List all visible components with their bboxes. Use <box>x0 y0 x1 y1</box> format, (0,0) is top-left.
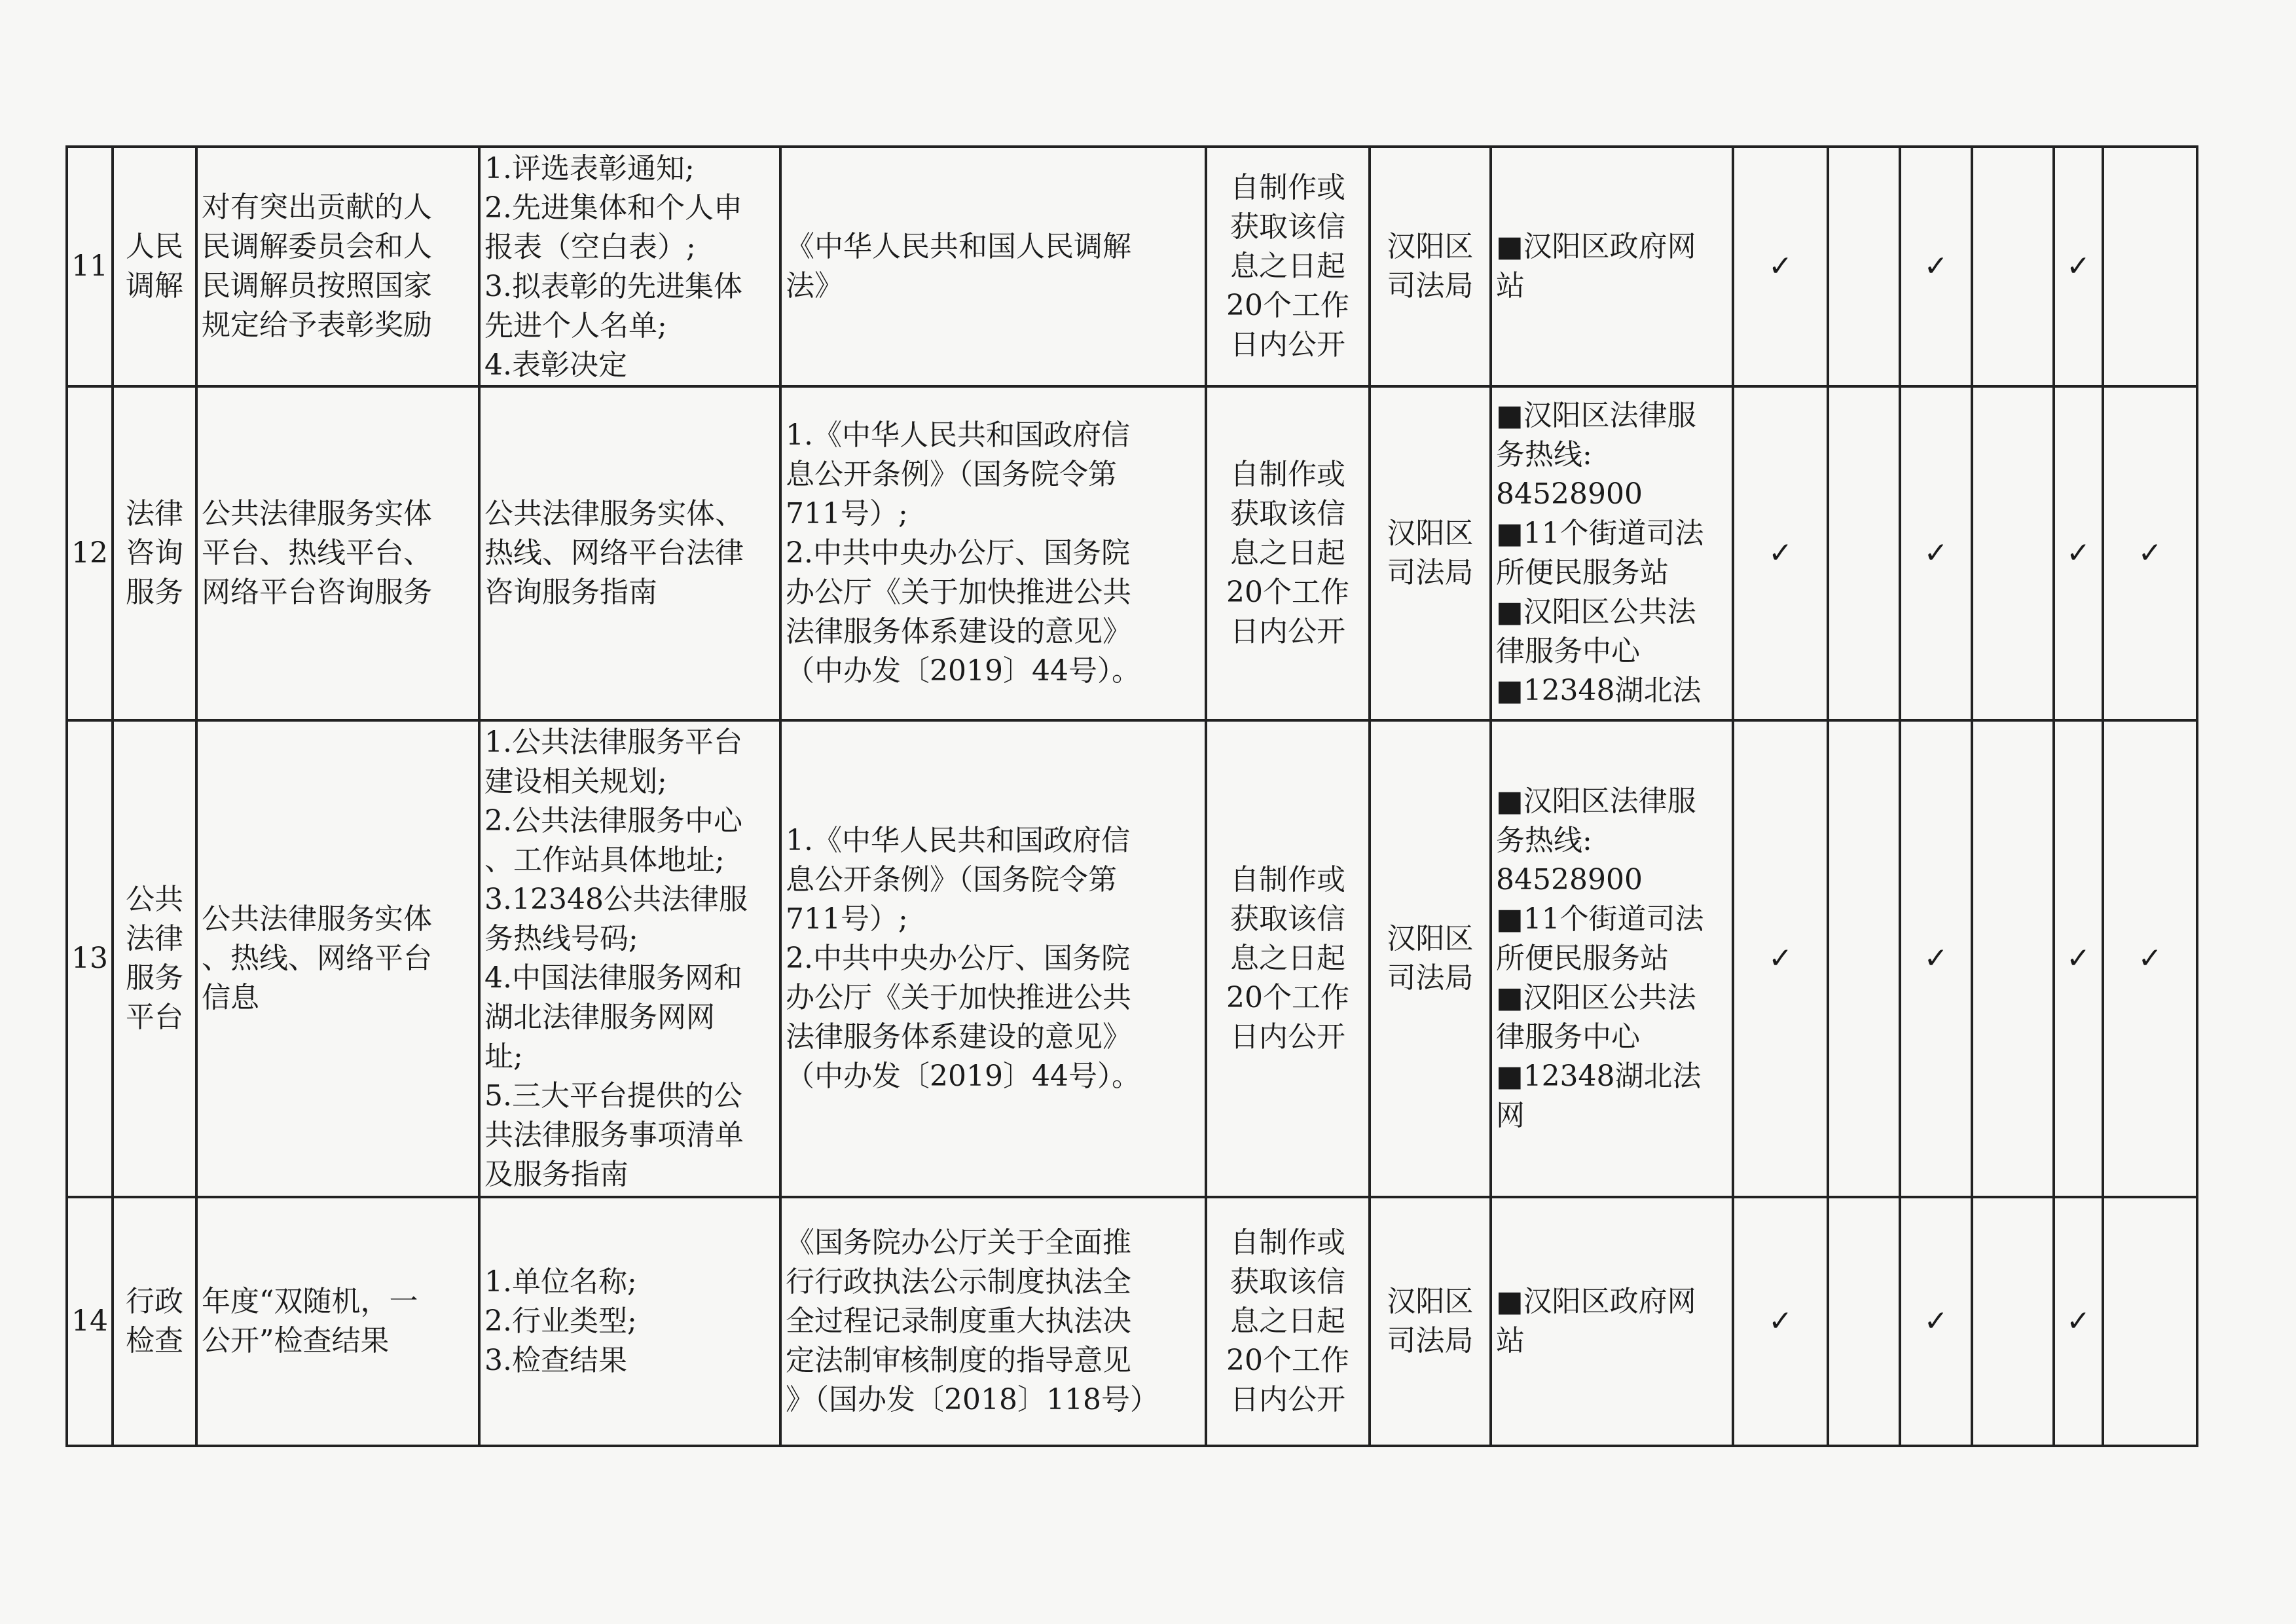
channel-cell-line: ■汉阳区法律服 <box>1496 784 1696 818</box>
check-cell <box>2054 386 2103 720</box>
content-cell-line: 民调解委员会和人 <box>202 230 432 263</box>
category-cell <box>113 386 196 720</box>
check-cell <box>2054 147 2103 386</box>
timeframe-cell-line: 日内公开 <box>1230 328 1345 361</box>
agency-cell-line: 汉阳区 <box>1387 230 1474 263</box>
requirements-cell <box>479 147 780 386</box>
basis-cell-line: （中办发〔2019〕44号）。 <box>786 654 1140 688</box>
timeframe-cell-line: 20个工作 <box>1226 576 1349 609</box>
content-cell <box>196 147 479 386</box>
channel-cell-line: 所便民服务站 <box>1496 556 1669 589</box>
row-number: 12 <box>67 386 113 720</box>
row-number: 11 <box>67 147 113 386</box>
table-row <box>67 147 2197 386</box>
basis-cell-line: 2.中共中央办公厅、国务院 <box>786 536 1130 570</box>
timeframe-cell <box>1206 720 1370 1197</box>
timeframe-cell-line: 日内公开 <box>1230 615 1345 648</box>
category-cell-line: 咨询 <box>126 536 183 570</box>
timeframe-cell-line: 自制作或 <box>1230 863 1345 896</box>
basis-cell-line: 法律服务体系建设的意见》 <box>786 615 1131 648</box>
agency-cell-line: 司法局 <box>1387 269 1474 303</box>
timeframe-cell-line: 息之日起 <box>1230 249 1345 283</box>
checkmark-icon: ✓ <box>2066 1304 2090 1338</box>
check-cell <box>1972 147 2054 386</box>
check-cell <box>2103 386 2197 720</box>
timeframe-cell-line: 息之日起 <box>1230 536 1345 570</box>
requirements-cell-line: 公共法律服务实体、 <box>484 497 744 530</box>
content-cell-line: 、热线、网络平台 <box>202 942 432 975</box>
check-cell <box>1828 720 1900 1197</box>
timeframe-cell-line: 日内公开 <box>1230 1020 1345 1054</box>
basis-cell-line: 全过程记录制度重大执法决 <box>786 1304 1131 1338</box>
row-number: 14 <box>67 1197 113 1446</box>
requirements-cell-line: 1.单位名称; <box>484 1265 637 1299</box>
disclosure-table <box>65 145 2198 1447</box>
requirements-cell-line: 共法律服务事项清单 <box>484 1118 744 1152</box>
channel-cell-line: ■12348湖北法 <box>1496 674 1702 707</box>
content-cell-line: 公开”检查结果 <box>202 1324 390 1357</box>
check-cell <box>1733 147 1828 386</box>
check-cell <box>2103 1197 2197 1446</box>
basis-cell-line: 《中华人民共和国人民调解 <box>786 230 1131 263</box>
channel-cell-line: 站 <box>1496 1324 1525 1357</box>
basis-cell-line: 行行政执法公示制度执法全 <box>786 1265 1131 1299</box>
table-row <box>67 720 2197 1197</box>
channel-cell-line: ■12348湖北法 <box>1496 1060 1702 1093</box>
channel-cell <box>1491 147 1733 386</box>
basis-cell-line: 法》 <box>786 269 843 303</box>
checkmark-icon: ✓ <box>1923 536 1948 570</box>
requirements-cell-line: 1.公共法律服务平台 <box>484 726 742 759</box>
agency-cell-line: 司法局 <box>1387 1324 1474 1357</box>
check-cell <box>1900 147 1972 386</box>
basis-cell-line: 711号）; <box>786 497 908 530</box>
agency-cell <box>1370 386 1491 720</box>
basis-cell-line: 711号）; <box>786 902 908 936</box>
requirements-cell-line: 1.评选表彰通知; <box>484 152 695 185</box>
requirements-cell-line: 、工作站具体地址; <box>484 843 725 877</box>
requirements-cell-line: 2.公共法律服务中心 <box>484 804 742 838</box>
requirements-cell-line: 3.检查结果 <box>484 1344 627 1377</box>
timeframe-cell-line: 20个工作 <box>1226 289 1349 322</box>
check-cell <box>2103 720 2197 1197</box>
timeframe-cell-line: 日内公开 <box>1230 1383 1345 1416</box>
channel-cell-line: 律服务中心 <box>1496 1020 1640 1054</box>
requirements-cell-line: 3.拟表彰的先进集体 <box>484 270 742 303</box>
timeframe-cell-line: 息之日起 <box>1230 1304 1345 1338</box>
category-cell-line: 检查 <box>126 1324 183 1357</box>
requirements-cell <box>479 720 780 1197</box>
check-cell <box>1900 1197 1972 1446</box>
checkmark-icon: ✓ <box>1923 942 1948 975</box>
category-cell <box>113 720 196 1197</box>
category-cell-line: 法律 <box>126 922 183 955</box>
requirements-cell-line: 4.表彰决定 <box>484 348 627 382</box>
content-cell-line: 信息 <box>202 981 259 1014</box>
timeframe-cell-line: 自制作或 <box>1230 458 1345 491</box>
check-cell <box>2103 147 2197 386</box>
agency-cell <box>1370 720 1491 1197</box>
channel-cell-line: 律服务中心 <box>1496 635 1640 668</box>
content-cell-line: 公共法律服务实体 <box>202 497 432 530</box>
requirements-cell-line: 4.中国法律服务网和 <box>484 961 742 995</box>
channel-cell <box>1491 1197 1733 1446</box>
check-cell <box>1733 720 1828 1197</box>
channel-cell-line: 84528900 <box>1496 477 1643 511</box>
timeframe-cell-line: 获取该信 <box>1230 1265 1345 1299</box>
content-cell-line: 网络平台咨询服务 <box>202 576 432 609</box>
requirements-cell-line: 3.12348公共法律服 <box>484 883 748 916</box>
timeframe-cell-line: 息之日起 <box>1230 942 1345 975</box>
checkmark-icon: ✓ <box>2066 536 2090 570</box>
check-cell <box>1972 1197 2054 1446</box>
timeframe-cell-line: 20个工作 <box>1226 981 1349 1014</box>
timeframe-cell-line: 20个工作 <box>1226 1344 1349 1377</box>
check-cell <box>2054 720 2103 1197</box>
basis-cell-line: 办公厅《关于加快推进公共 <box>786 576 1131 609</box>
requirements-cell-line: 热线、网络平台法律 <box>484 536 744 570</box>
basis-cell-line: 2.中共中央办公厅、国务院 <box>786 942 1130 975</box>
requirements-cell-line: 2.行业类型; <box>484 1304 637 1338</box>
timeframe-cell-line: 获取该信 <box>1230 497 1345 530</box>
requirements-cell-line: 及服务指南 <box>484 1158 629 1191</box>
basis-cell-line: 息公开条例》（国务院令第 <box>786 458 1117 491</box>
agency-cell <box>1370 147 1491 386</box>
channel-cell <box>1491 720 1733 1197</box>
requirements-cell-line: 建设相关规划; <box>484 765 667 798</box>
check-cell <box>1900 720 1972 1197</box>
check-cell <box>1733 386 1828 720</box>
content-cell-line: 公共法律服务实体 <box>202 902 432 936</box>
timeframe-cell-line: 自制作或 <box>1230 171 1345 204</box>
basis-cell-line: 1.《中华人民共和国政府信 <box>786 418 1130 452</box>
category-cell <box>113 147 196 386</box>
table-row <box>67 1197 2197 1446</box>
requirements-cell-line: 咨询服务指南 <box>484 576 657 609</box>
agency-cell-line: 司法局 <box>1387 556 1474 589</box>
category-cell-line: 人民 <box>126 230 183 263</box>
requirements-cell <box>479 386 780 720</box>
checkmark-icon: ✓ <box>2066 249 2090 283</box>
basis-cell <box>780 386 1206 720</box>
channel-cell-line: 务热线: <box>1496 438 1592 471</box>
channel-cell <box>1491 386 1733 720</box>
basis-cell-line: 办公厅《关于加快推进公共 <box>786 981 1131 1014</box>
channel-cell-line: 务热线: <box>1496 824 1592 857</box>
channel-cell-line: ■11个街道司法 <box>1496 517 1704 550</box>
checkmark-icon: ✓ <box>1923 1304 1948 1338</box>
content-cell <box>196 386 479 720</box>
category-cell-line: 服务 <box>126 576 183 609</box>
checkmark-icon: ✓ <box>2138 536 2162 570</box>
channel-cell-line: ■汉阳区法律服 <box>1496 399 1696 432</box>
channel-cell-line: ■汉阳区政府网 <box>1496 230 1696 263</box>
check-cell <box>1828 386 1900 720</box>
channel-cell-line: 站 <box>1496 269 1525 303</box>
requirements-cell <box>479 1197 780 1446</box>
basis-cell-line: 》（国办发〔2018〕118号） <box>786 1383 1159 1416</box>
checkmark-icon: ✓ <box>1923 249 1948 283</box>
category-cell-line: 调解 <box>126 269 183 303</box>
category-cell-line: 法律 <box>126 497 183 530</box>
table-row <box>67 386 2197 720</box>
basis-cell <box>780 1197 1206 1446</box>
requirements-cell-line: 2.先进集体和个人申 <box>484 191 742 225</box>
basis-cell-line: 《国务院办公厅关于全面推 <box>786 1226 1131 1259</box>
category-cell <box>113 1197 196 1446</box>
category-cell-line: 服务 <box>126 961 183 995</box>
content-cell <box>196 720 479 1197</box>
checkmark-icon: ✓ <box>2138 942 2162 975</box>
timeframe-cell-line: 获取该信 <box>1230 210 1345 244</box>
checkmark-icon: ✓ <box>1768 249 1793 283</box>
checkmark-icon: ✓ <box>2066 942 2090 975</box>
content-cell-line: 平台、热线平台、 <box>202 536 432 570</box>
timeframe-cell <box>1206 147 1370 386</box>
requirements-cell-line: 5.三大平台提供的公 <box>484 1079 742 1113</box>
basis-cell-line: 法律服务体系建设的意见》 <box>786 1020 1131 1054</box>
category-cell-line: 公共 <box>126 883 183 916</box>
check-cell <box>1828 147 1900 386</box>
content-cell-line: 规定给予表彰奖励 <box>202 308 432 342</box>
check-cell <box>1828 1197 1900 1446</box>
channel-cell-line: ■11个街道司法 <box>1496 902 1704 936</box>
checkmark-icon: ✓ <box>1768 942 1793 975</box>
timeframe-cell <box>1206 386 1370 720</box>
basis-cell <box>780 720 1206 1197</box>
timeframe-cell <box>1206 1197 1370 1446</box>
agency-cell <box>1370 1197 1491 1446</box>
basis-cell-line: 息公开条例》（国务院令第 <box>786 863 1117 896</box>
channel-cell-line: ■汉阳区政府网 <box>1496 1285 1696 1318</box>
checkmark-icon: ✓ <box>1768 1304 1793 1338</box>
check-cell <box>1900 386 1972 720</box>
channel-cell-line: 所便民服务站 <box>1496 942 1669 975</box>
check-cell <box>1972 386 2054 720</box>
category-cell-line: 行政 <box>126 1285 183 1318</box>
check-cell <box>2054 1197 2103 1446</box>
basis-cell-line: 定法制审核制度的指导意见 <box>786 1344 1131 1377</box>
requirements-cell-line: 湖北法律服务网网 <box>484 1001 715 1034</box>
check-cell <box>1972 720 2054 1197</box>
row-number: 13 <box>67 720 113 1197</box>
content-cell <box>196 1197 479 1446</box>
basis-cell-line: 1.《中华人民共和国政府信 <box>786 824 1130 857</box>
agency-cell-line: 汉阳区 <box>1387 922 1474 955</box>
requirements-cell-line: 报表（空白表）; <box>484 231 696 264</box>
content-cell-line: 年度“双随机，一 <box>202 1285 418 1318</box>
basis-cell-line: （中办发〔2019〕44号）。 <box>786 1060 1140 1093</box>
requirements-cell-line: 先进个人名单; <box>484 309 667 342</box>
content-cell-line: 民调解员按照国家 <box>202 269 432 303</box>
timeframe-cell-line: 自制作或 <box>1230 1226 1345 1259</box>
timeframe-cell-line: 获取该信 <box>1230 902 1345 936</box>
category-cell-line: 平台 <box>126 1001 183 1034</box>
basis-cell <box>780 147 1206 386</box>
agency-cell-line: 汉阳区 <box>1387 517 1474 550</box>
checkmark-icon: ✓ <box>1768 536 1793 570</box>
channel-cell-line: ■汉阳区公共法 <box>1496 595 1696 629</box>
channel-cell-line: ■汉阳区公共法 <box>1496 981 1696 1014</box>
requirements-cell-line: 址; <box>484 1040 523 1073</box>
check-cell <box>1733 1197 1828 1446</box>
requirements-cell-line: 务热线号码; <box>484 922 638 955</box>
content-cell-line: 对有突出贡献的人 <box>202 191 432 224</box>
agency-cell-line: 司法局 <box>1387 961 1474 995</box>
channel-cell-line: 网 <box>1496 1099 1525 1132</box>
agency-cell-line: 汉阳区 <box>1387 1285 1474 1318</box>
channel-cell-line: 84528900 <box>1496 863 1643 896</box>
